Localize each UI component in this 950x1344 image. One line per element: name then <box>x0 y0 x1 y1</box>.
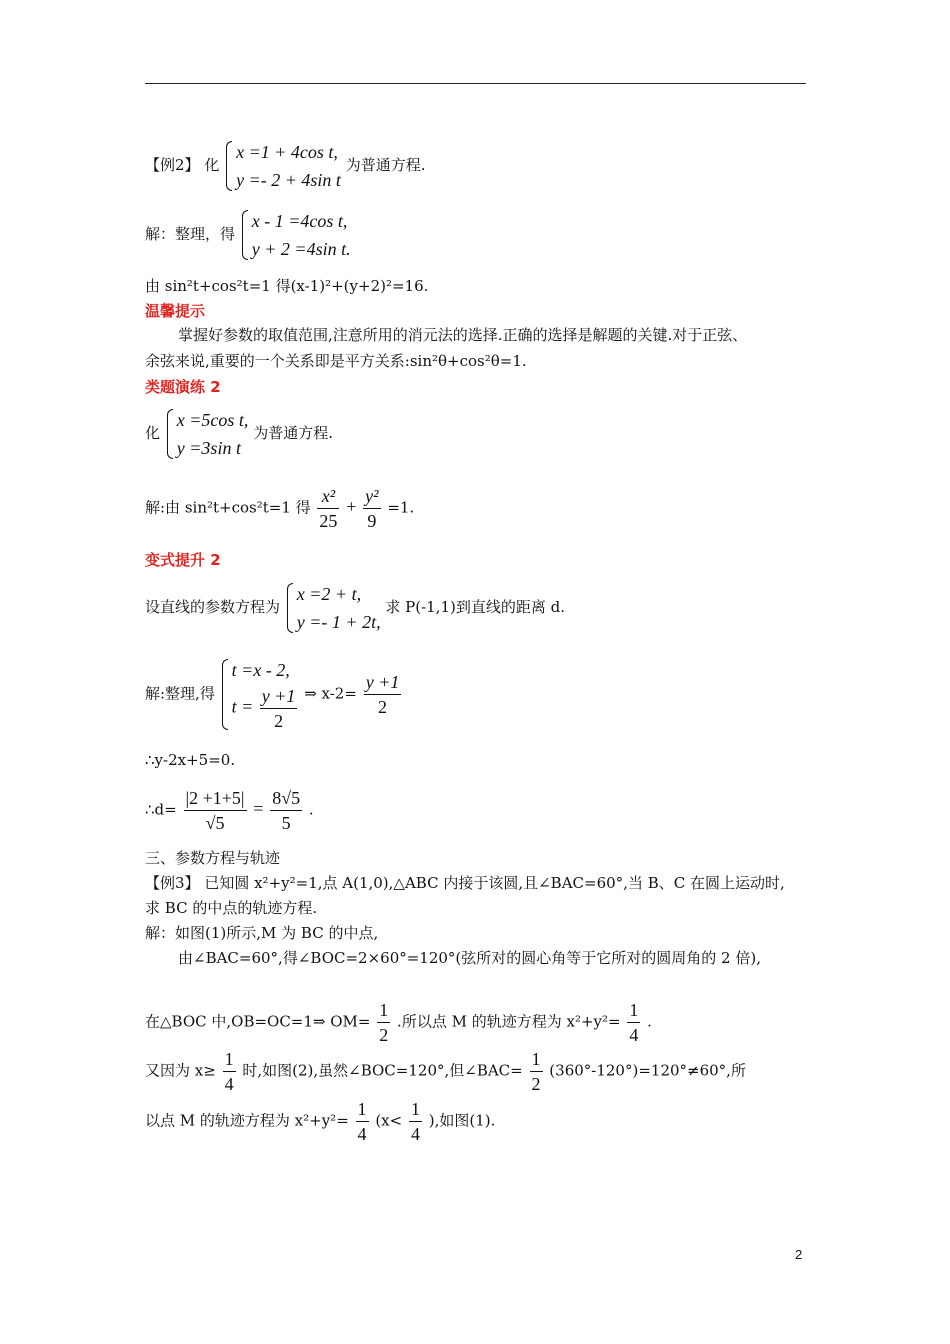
variant-heading: 变式提升 2 <box>145 551 221 569</box>
equation-row: x =2 + t, <box>296 584 362 604</box>
solution-3-line-3 <box>145 998 652 1047</box>
line-equation: ∴y-2x+5=0. <box>145 751 236 769</box>
x-equation-left: x-2= <box>321 684 357 703</box>
denominator: √5 <box>205 813 225 833</box>
text-run: (360°-120°)=120°≠60°,所 <box>549 1061 746 1080</box>
numerator: 1 <box>223 1047 236 1072</box>
distance-end: . <box>308 800 314 819</box>
text-run: .所以点 M 的轨迹方程为 x²+y²= <box>397 1012 621 1031</box>
example-3-text: 已知圆 x²+y²=1,点 A(1,0),△ABC 内接于该圆,且∠BAC=60°,当 B、C 在圆上运动时, <box>204 874 785 892</box>
section-3-title: 三、参数方程与轨迹 <box>145 849 281 867</box>
equation-system <box>224 138 341 194</box>
numerator: 1 <box>530 1047 543 1072</box>
denominator: 2 <box>274 711 284 731</box>
practice-heading: 类题演练 2 <box>145 378 221 396</box>
denominator: 2 <box>531 1074 541 1094</box>
fraction <box>270 786 302 835</box>
equation-row: x - 1 =4cos t, <box>251 211 348 231</box>
plus-sign: + <box>346 496 357 517</box>
equation-system <box>240 207 351 263</box>
example-suffix: 为普通方程. <box>345 156 426 174</box>
denominator: 4 <box>629 1025 639 1045</box>
fraction <box>184 786 247 835</box>
text-run: (x< <box>375 1111 403 1130</box>
solution-3-line-1: 解：如图(1)所示,M 为 BC 的中点, <box>145 924 379 942</box>
practice-suffix: 为普通方程. <box>253 424 333 442</box>
numerator: 1 <box>377 998 390 1023</box>
numerator: x² <box>317 484 339 509</box>
tip-text-line-2: 余弦来说,重要的一个关系即是平方关系:sin²θ+cos²θ=1. <box>145 352 527 370</box>
numerator: 1 <box>356 1097 369 1122</box>
equation-system <box>165 406 249 462</box>
page-number: 2 <box>795 1247 803 1262</box>
solution-3-line-2: 由∠BAC=60°,得∠BOC=2×60°=120°(弦所对的圆心角等于它所对的圆周角的 2 倍), <box>178 949 761 967</box>
fraction <box>260 684 298 733</box>
numerator: 8√5 <box>270 786 302 811</box>
numerator: y +1 <box>364 670 402 695</box>
equation-row: y =3sin t <box>176 438 241 458</box>
variant-statement <box>145 580 565 636</box>
fraction <box>223 1047 236 1096</box>
example-label: 【例3】 <box>145 874 200 892</box>
equation-system <box>220 656 300 733</box>
variant-suffix: 求 P(-1,1)到直线的距离 d. <box>385 598 565 616</box>
solution-prefix: 解:由 sin²t+cos²t=1 得 <box>145 498 311 517</box>
text-run: ),如图(1). <box>428 1111 496 1130</box>
practice-statement <box>145 406 333 462</box>
equation-row: y =- 1 + 2t, <box>296 612 381 632</box>
denominator: 4 <box>357 1124 367 1144</box>
solution-3-line-5 <box>145 1097 495 1146</box>
solution-prefix: 解：整理，得 <box>145 225 236 243</box>
numerator: |2 +1+5| <box>184 786 247 811</box>
fraction <box>530 1047 543 1096</box>
denominator: 2 <box>379 1025 389 1045</box>
solution-3-line-4 <box>145 1047 746 1096</box>
equation-row: x =1 + 4cos t, <box>236 142 338 162</box>
fraction <box>409 1097 422 1146</box>
equation-row: x =5cos t, <box>176 410 249 430</box>
solution-prefix: 解:整理,得 <box>145 684 215 703</box>
example-label: 【例2】 <box>145 156 200 174</box>
text-run: . <box>647 1012 652 1031</box>
numerator: 1 <box>409 1097 422 1122</box>
fraction <box>377 998 390 1047</box>
distance-result <box>145 786 314 835</box>
example-3-line-1 <box>145 872 785 894</box>
equation-row: y + 2 =4sin t. <box>251 239 351 259</box>
numerator: y² <box>363 484 380 509</box>
numerator: y +1 <box>260 684 298 709</box>
equation-row: y =- 2 + 4sin t <box>236 170 341 190</box>
distance-prefix: ∴d= <box>145 800 177 819</box>
denominator: 5 <box>281 813 291 833</box>
text-run: 以点 M 的轨迹方程为 x²+y²= <box>145 1111 349 1130</box>
tip-heading: 温馨提示 <box>145 302 206 320</box>
denominator: 9 <box>367 511 377 531</box>
variant-solution <box>145 656 403 733</box>
fraction <box>363 484 380 533</box>
fraction <box>627 998 640 1047</box>
text-run: 在△BOC 中,OB=OC=1⇒ OM= <box>145 1012 371 1031</box>
numerator: 1 <box>627 998 640 1023</box>
implies-arrow: ⇒ <box>304 684 317 703</box>
practice-verb: 化 <box>145 424 161 442</box>
denominator: 4 <box>411 1124 420 1144</box>
solution-suffix: =1. <box>387 498 415 517</box>
equation-row <box>232 684 300 733</box>
example-verb: 化 <box>204 156 220 174</box>
equation-left: t = <box>231 696 254 717</box>
practice-solution <box>145 484 414 533</box>
example-3-line-2: 求 BC 的中点的轨迹方程. <box>145 899 318 917</box>
variant-prefix: 设直线的参数方程为 <box>145 598 281 616</box>
solution-2-result: 由 sin²t+cos²t=1 得(x-1)²+(y+2)²=16. <box>145 277 429 295</box>
tip-text-line-1: 掌握好参数的取值范围,注意所用的消元法的选择.正确的选择是解题的关键.对于正弦、 <box>178 326 748 344</box>
equation-system <box>285 580 381 636</box>
text-run: 又因为 x≥ <box>145 1061 216 1080</box>
fraction <box>317 484 339 533</box>
text-run: 时,如图(2),虽然∠BOC=120°,但∠BAC= <box>242 1061 523 1080</box>
solution-2 <box>145 207 351 263</box>
example-2-statement <box>145 138 425 194</box>
fraction <box>364 670 402 719</box>
denominator: 25 <box>319 511 338 531</box>
equals-sign: = <box>253 798 264 819</box>
denominator: 2 <box>378 697 388 717</box>
fraction <box>356 1097 369 1146</box>
equation-row: t =x - 2, <box>231 660 290 680</box>
denominator: 4 <box>224 1074 234 1094</box>
header-rule <box>145 83 806 84</box>
